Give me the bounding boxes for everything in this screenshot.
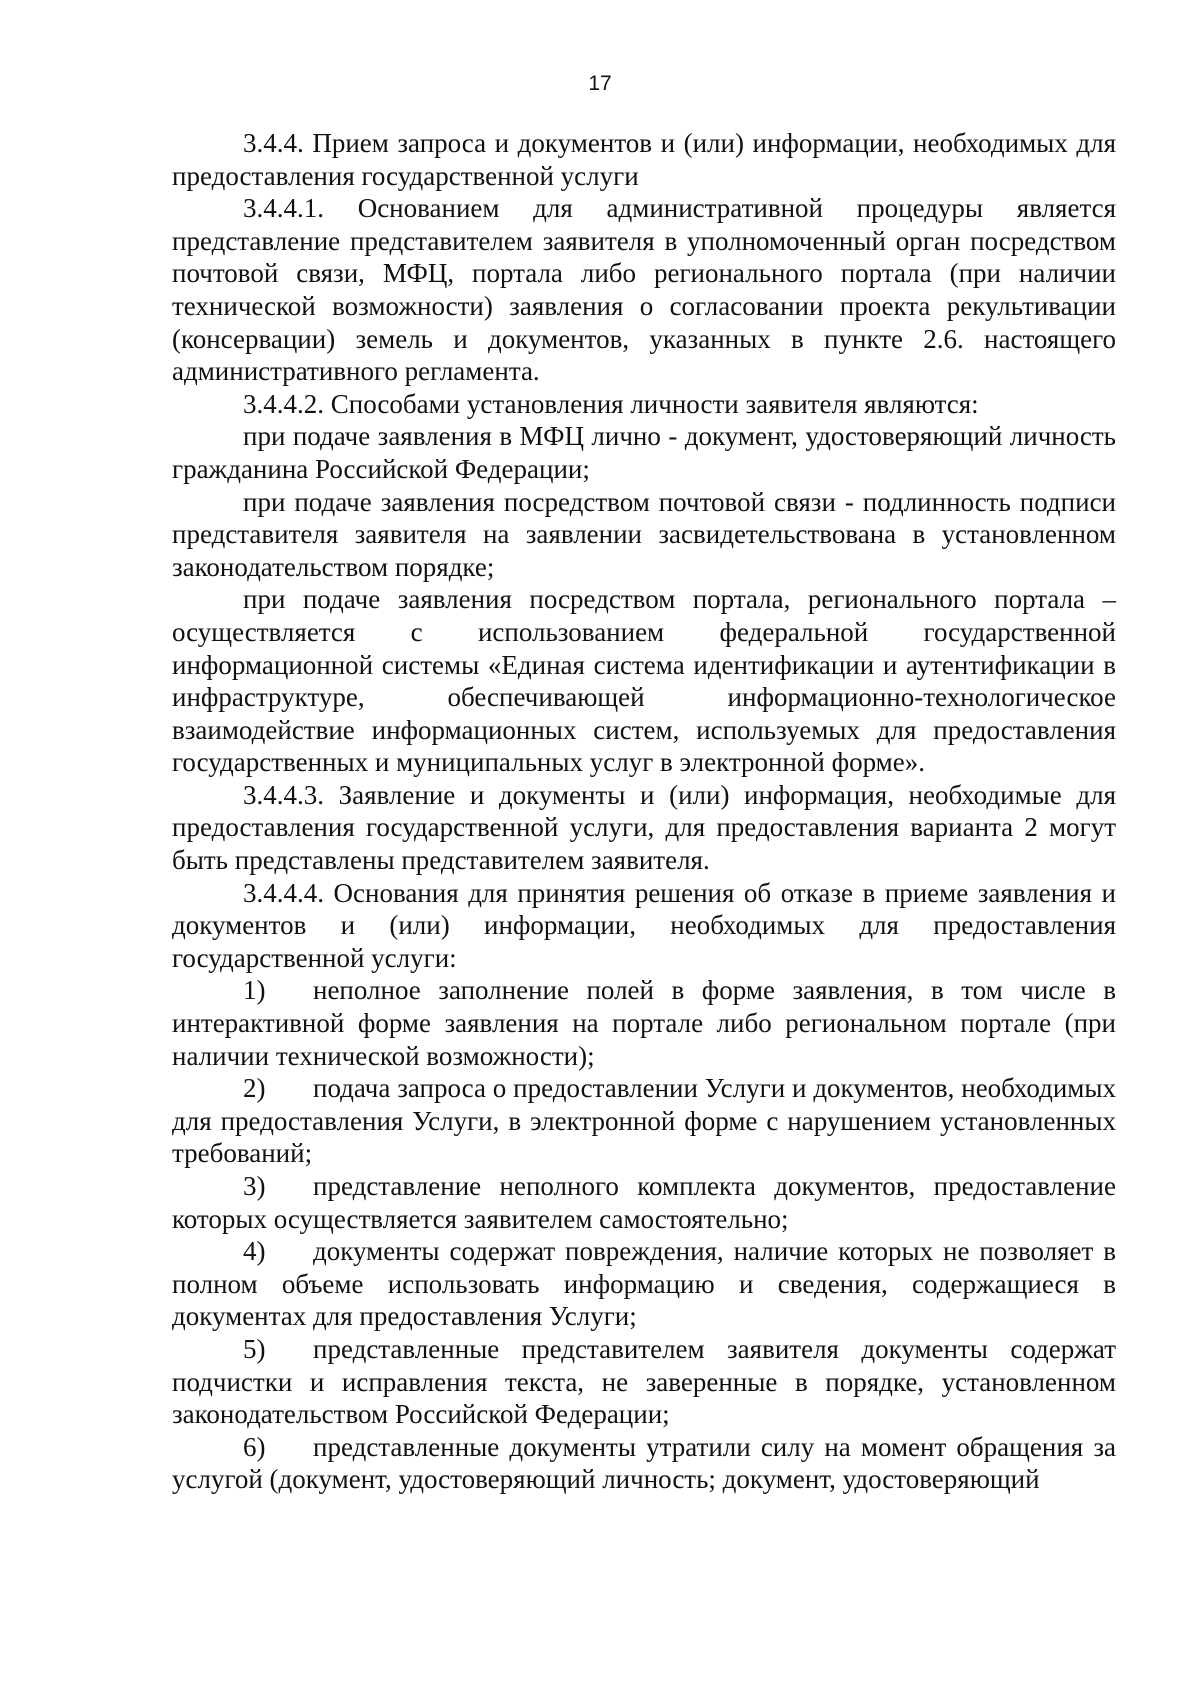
paragraph-3-4-4-3: 3.4.4.3. Заявление и документы и (или) информация, необходимые для предоставления государственной услуги, для предоставления варианта 2 могут быть представлены представителем заявителя. [172, 779, 1116, 876]
paragraph-3-4-4-1: 3.4.4.1. Основанием для административной процедуры является представление представителем заявителя в уполномоченный орган посредством почтовой связи, МФЦ, портала либо регионального портала (при наличии технической возможности) заявления о согласовании проекта рекультивации (консервации) земель и документов, указанных в пункте 2.6. настоящего административного регламента. [172, 193, 1116, 387]
list-item-number: 1) [243, 975, 266, 1006]
list-item [172, 1170, 1116, 1235]
list-item-number: 3) [243, 1171, 266, 1201]
paragraph-3-4-4: 3.4.4. Прием запроса и документов и (или) информации, необходимых для предоставления государственной услуги [172, 128, 1116, 191]
list-item-text: представление неполного комплекта документов, предоставление которых осуществляется заявителем самостоятельно; [172, 1171, 1116, 1234]
list-item [172, 1431, 1116, 1496]
list-item-text: неполное заполнение полей в форме заявления, в том числе в интерактивной форме заявления на портале либо региональном портале (при наличии технической возможности); [172, 975, 1116, 1071]
paragraph-identity-mfc: при подаче заявления в МФЦ лично - документ, удостоверяющий личность гражданина Российской Федерации; [172, 421, 1116, 484]
paragraph-identity-portal: при подаче заявления посредством портала, регионального портала – осуществляется с использованием федеральной государственной информационной системы «Единая система идентификации и аутентификации в инфраструктуре, обеспечивающей информационно-технологическое взаимодействие информационных систем, используемых для предоставления государственных и муниципальных услуг в электронной форме». [172, 584, 1116, 778]
list-item-number: 2) [243, 1073, 266, 1104]
list-item-text: документы содержат повреждения, наличие которых не позволяет в полном объеме использовать информацию и сведения, содержащиеся в документах для предоставления Услуги; [172, 1236, 1116, 1332]
document-body [172, 127, 1116, 1496]
page-number: 17 [588, 72, 612, 95]
list-item-text: подача запроса о предоставлении Услуги и документов, необходимых для предоставления Услуги, в электронной форме с нарушением установленных требований; [172, 1073, 1116, 1169]
list-item-number: 6) [243, 1431, 266, 1462]
list-item [172, 1333, 1116, 1431]
list-item-number: 5) [243, 1333, 266, 1364]
list-item-text: представленные документы утратили силу на момент обращения за услугой (документ, удостоверяющий личность; документ, удостоверяющий [172, 1431, 1116, 1495]
list-item [172, 1235, 1116, 1333]
paragraph-3-4-4-4: 3.4.4.4. Основания для принятия решения об отказе в приеме заявления и документов и (или) информации, необходимых для предоставления государственной услуги: [172, 877, 1116, 973]
list-item [172, 974, 1116, 1072]
paragraph-3-4-4-2: 3.4.4.2. Способами установления личности заявителя являются: [243, 388, 979, 419]
list-item [172, 1072, 1116, 1170]
paragraph-identity-post: при подаче заявления посредством почтовой связи - подлинность подписи представителя заявителя на заявлении засвидетельствована в установленном законодательством порядке; [172, 486, 1116, 582]
list-item-number: 4) [243, 1236, 266, 1267]
list-item-text: представленные представителем заявителя документы содержат подчистки и исправления текста, не заверенные в порядке, установленном законодательством Российской Федерации; [172, 1333, 1116, 1430]
